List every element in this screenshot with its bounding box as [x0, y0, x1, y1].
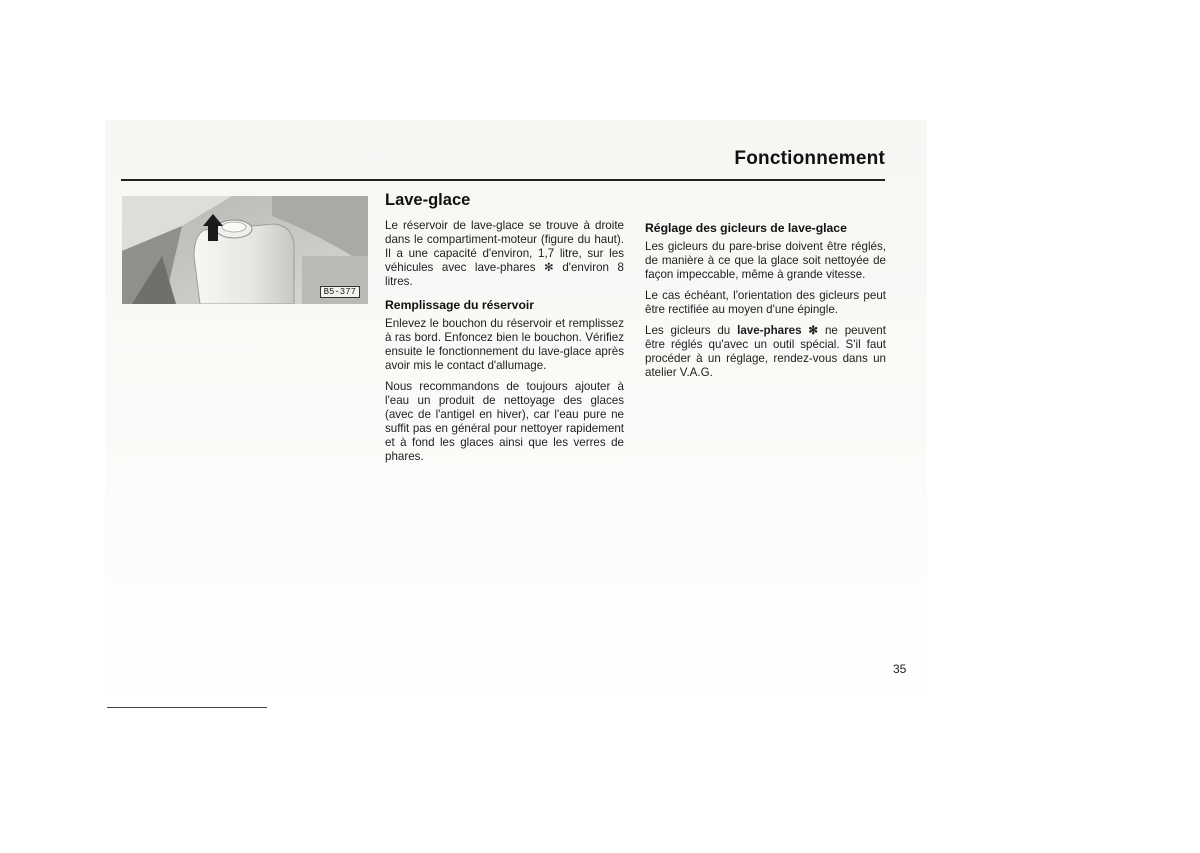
subheading-reglage: Réglage des gicleurs de lave-glace: [645, 221, 847, 235]
reservoir-illustration: [122, 196, 368, 304]
figure-code-label: B5-377: [320, 286, 360, 298]
option-symbol: ✻: [808, 324, 819, 337]
column-reglage: [645, 221, 886, 387]
paragraph-remplissage-2: Nous recommandons de toujours ajouter à l'eau un produit de nettoyage des glaces (avec de l'antigel en hiver), car l'eau pure ne suffit pas en général pour nettoyer rapidement et à fond les glaces ainsi que les verres de phares.: [385, 380, 624, 463]
section-heading-lave-glace: Lave-glace: [385, 191, 471, 209]
page-header-title: Fonctionnement: [734, 148, 885, 169]
page-number: 35: [893, 662, 907, 676]
term-lave-phares: lave-phares: [737, 324, 802, 337]
column-lave-glace: [385, 193, 624, 471]
paragraph-reglage-1: Les gicleurs du pare-brise doivent être réglés, de manière à ce que la glace soit nettoyée de façon impeccable, même à grande vitesse.: [645, 240, 886, 281]
header-rule: [121, 179, 885, 181]
paragraph-intro: Le réservoir de lave-glace se trouve à droite dans le compartiment-moteur (figure du haut). Il a une capacité d'environ, 1,7 litre, sur les véhicules avec lave-phares ✻ d'environ 8 litres.: [385, 219, 624, 288]
paragraph-reglage-2: Le cas échéant, l'orientation des gicleurs peut être rectifiée au moyen d'une épingle.: [645, 289, 886, 316]
paragraph-reglage-3: [645, 324, 886, 380]
subheading-remplissage: Remplissage du réservoir: [385, 298, 535, 312]
paragraph-remplissage-1: Enlevez le bouchon du réservoir et remplissez à ras bord. Enfoncez bien le bouchon. Vérifiez ensuite le fonctionnement du lave-glace après avoir mis le contact d'allumage.: [385, 317, 624, 372]
footer-rule: [107, 707, 267, 708]
paragraph-reglage-3-start: Les gicleurs du: [645, 324, 738, 337]
paragraph-reglage-3-end: ne peuvent être réglés qu'avec un outil spécial. S'il faut procéder à un réglage, rendez-vous dans un atelier V.A.G.: [645, 324, 886, 379]
